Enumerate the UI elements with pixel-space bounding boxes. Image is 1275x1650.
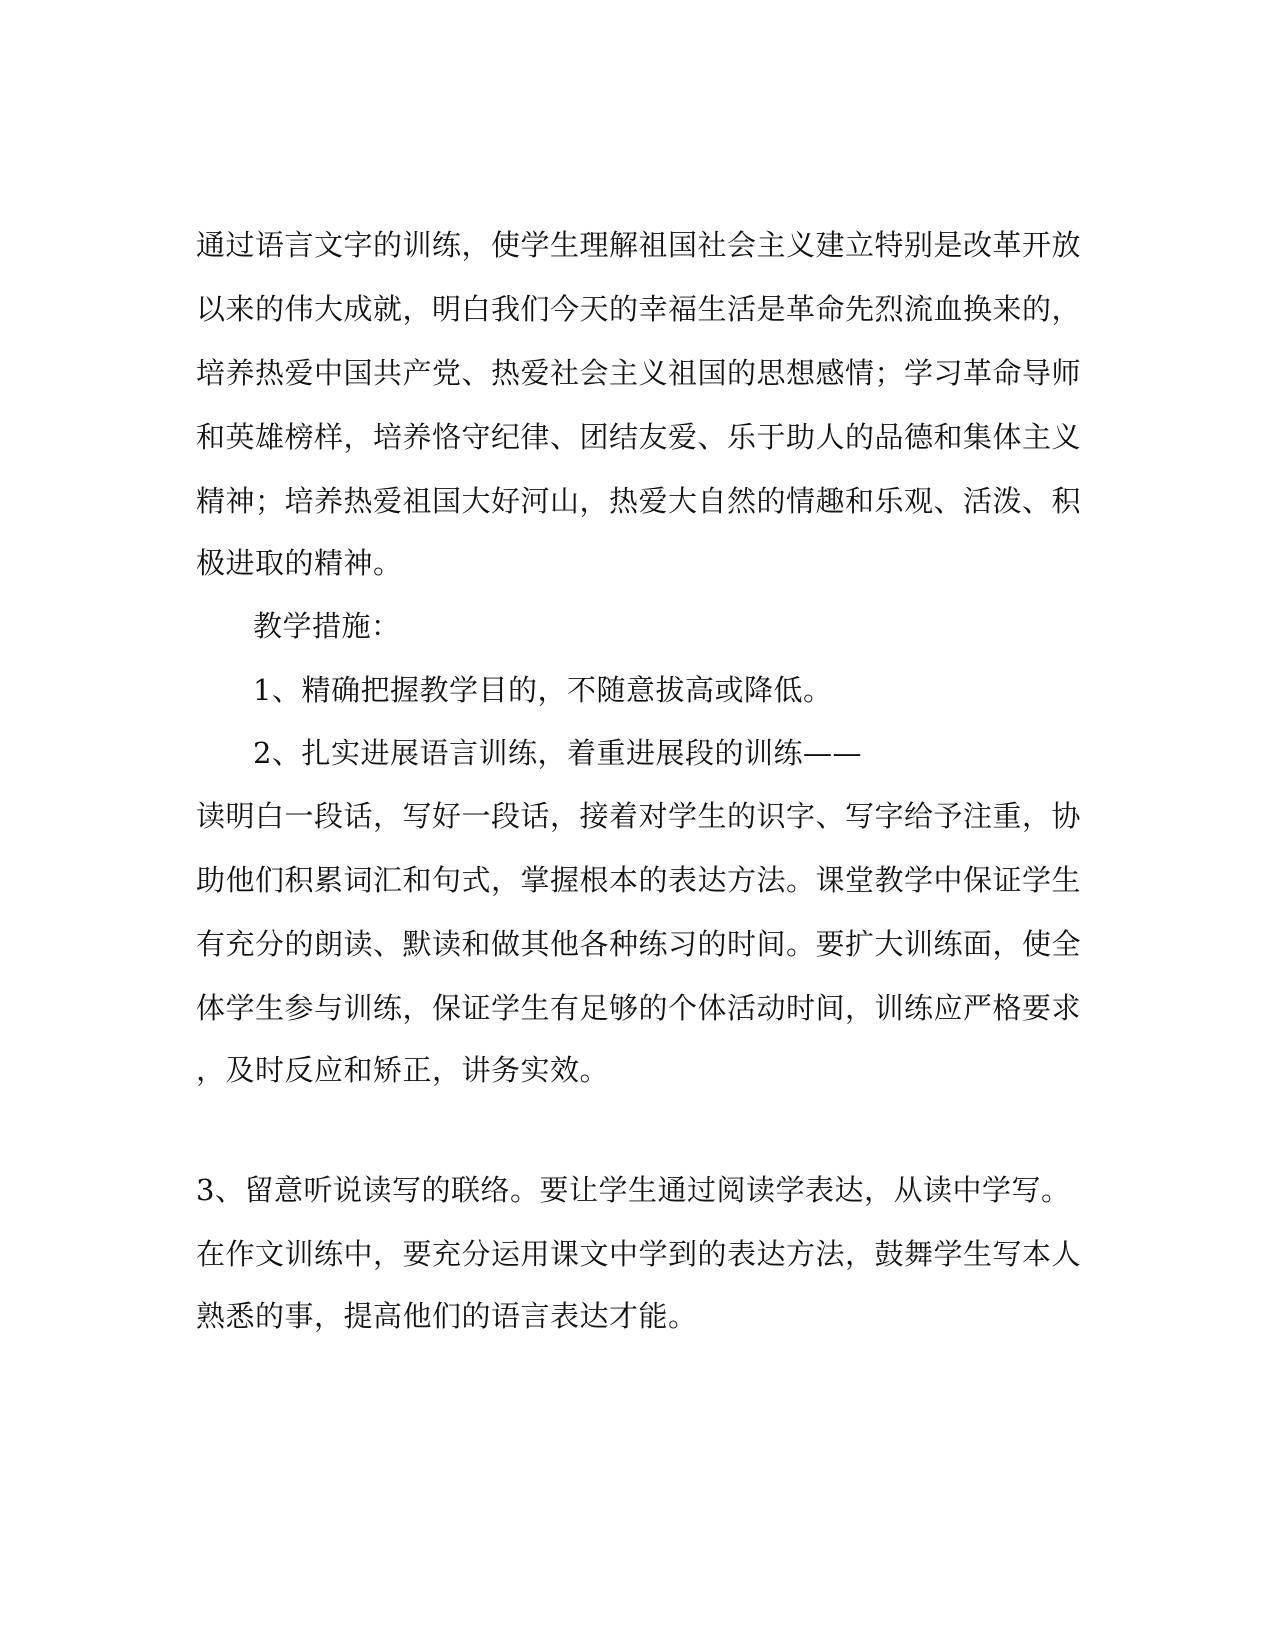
section-heading: 教学措施： <box>253 609 401 643</box>
text-line: 体学生参与训练，保证学生有足够的个体活动时间，训练应严格要求 <box>196 991 1082 1025</box>
text-line: 助他们积累词汇和句式，掌握根本的表达方法。课堂教学中保证学生 <box>196 863 1082 897</box>
text-line: 精神；培养热爱祖国大好河山，热爱大自然的情趣和乐观、活泼、积 <box>196 484 1082 518</box>
text-line: 熟悉的事，提高他们的语言表达才能。 <box>196 1299 698 1333</box>
text-line: 和英雄榜样，培养恪守纪律、团结友爱、乐于助人的品德和集体主义 <box>196 420 1082 454</box>
text-line: ，及时反应和矫正，讲务实效。 <box>196 1053 610 1087</box>
list-item: 1、精确把握教学目的，不随意拔高或降低。 <box>253 673 833 707</box>
text-line: 通过语言文字的训练，使学生理解祖国社会主义建立特别是改革开放 <box>196 228 1082 262</box>
list-item: 3、留意听说读写的联络。要让学生通过阅读学表达，从读中学写。 <box>196 1173 1071 1207</box>
text-line: 以来的伟大成就，明白我们今天的幸福生活是革命先烈流血换来的， <box>196 292 1082 326</box>
text-line: 有充分的朗读、默读和做其他各种练习的时间。要扩大训练面，使全 <box>196 927 1082 961</box>
list-item: 2、扎实进展语言训练，着重进展段的训练—— <box>253 736 862 770</box>
text-line: 极进取的精神。 <box>196 546 403 580</box>
text-line: 读明白一段话，写好一段话，接着对学生的识字、写字给予注重，协 <box>196 799 1082 833</box>
text-line: 在作文训练中，要充分运用课文中学到的表达方法，鼓舞学生写本人 <box>196 1237 1082 1271</box>
text-line: 培养热爱中国共产党、热爱社会主义祖国的思想感情；学习革命导师 <box>196 356 1082 390</box>
